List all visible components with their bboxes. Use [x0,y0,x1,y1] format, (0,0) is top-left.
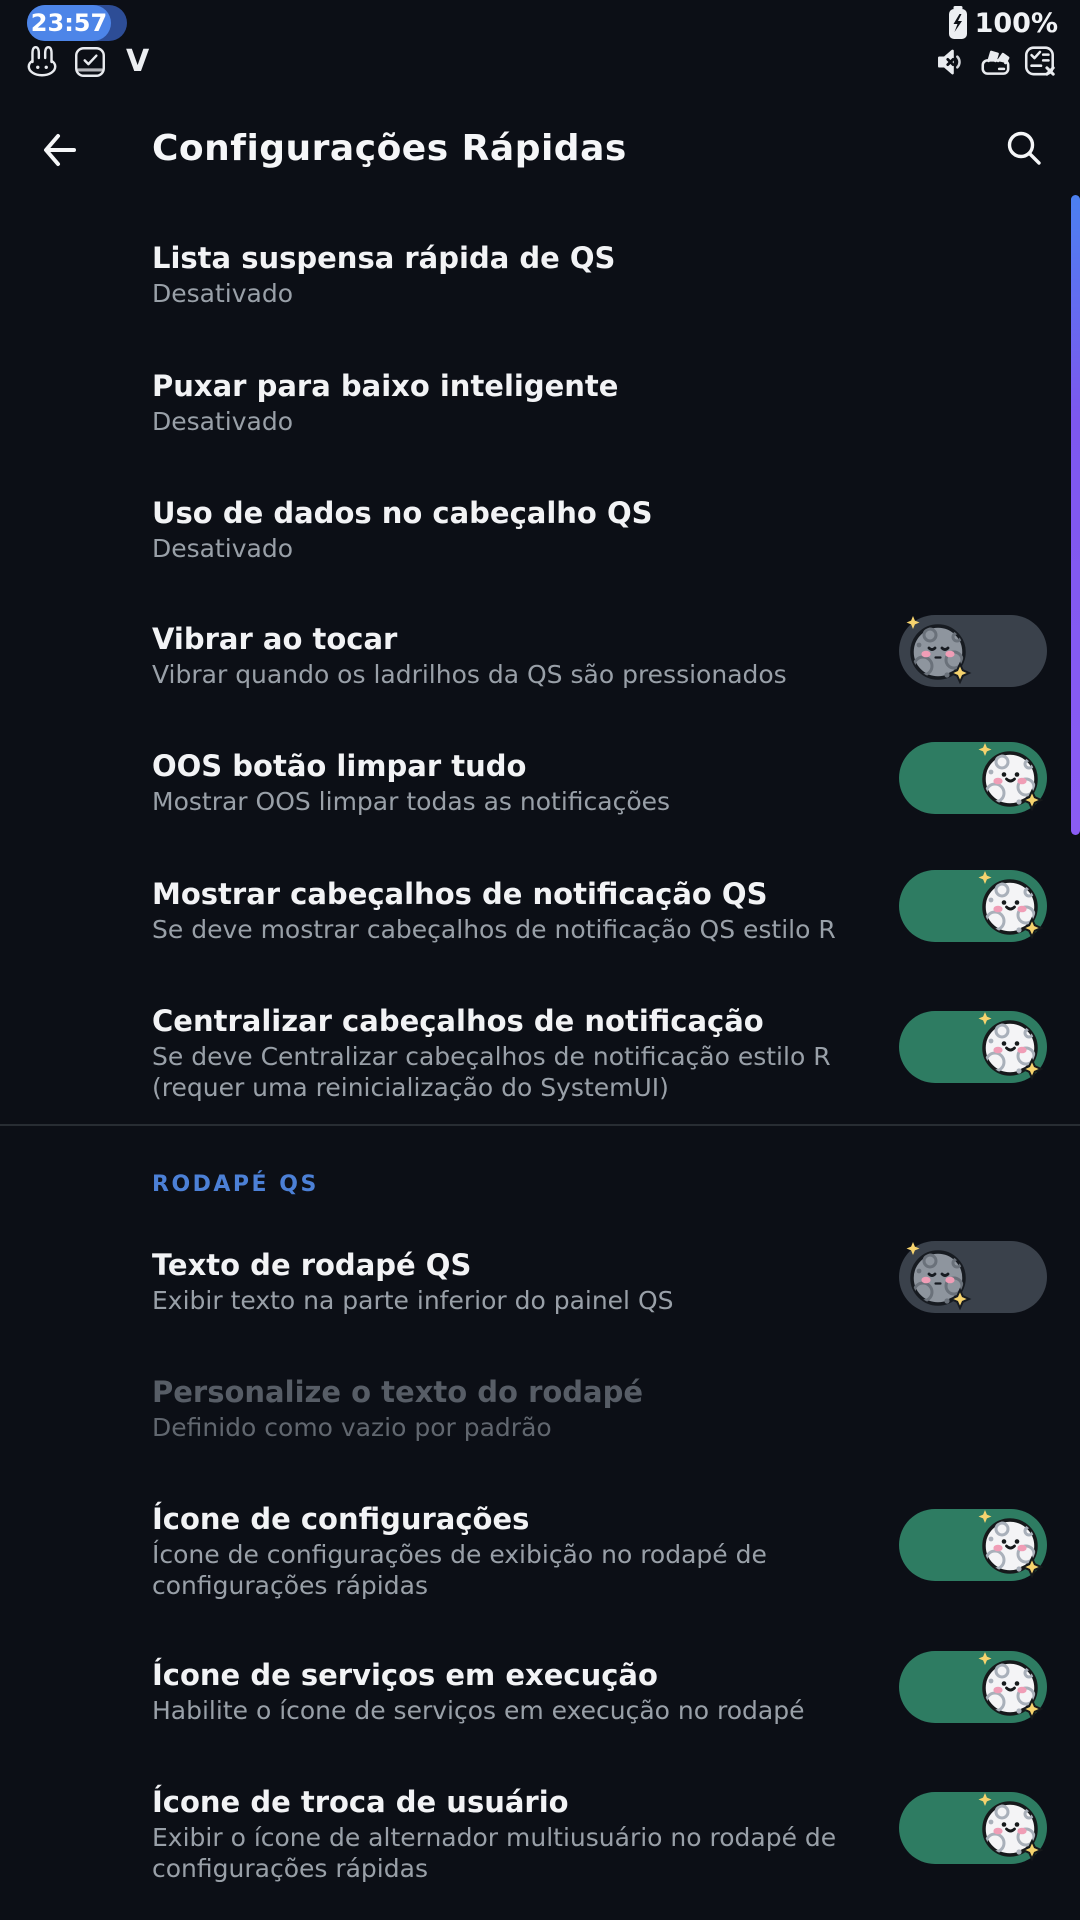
settings-item-oos-clear-all[interactable] [152,750,1080,817]
item-title: OOS botão limpar tudo [152,749,527,783]
toggle-switch[interactable] [899,1241,1047,1313]
settings-item-qs-footer-text[interactable] [152,1249,1080,1316]
volume-muted-icon [934,44,970,80]
item-subtitle: Ícone de configurações de exibição no rodapé de configurações rápidas [152,1540,767,1600]
letter-v-icon: V [126,44,150,79]
wallet-tickets-icon [978,44,1014,80]
status-time-pill[interactable] [27,5,111,41]
page-title: Configurações Rápidas [152,128,627,169]
settings-item-qs-header-data-usage[interactable] [152,497,1080,564]
toggle-switch[interactable] [899,1651,1047,1723]
back-arrow-icon[interactable] [38,128,82,172]
battery-status [945,4,1058,42]
search-icon[interactable] [1002,126,1046,170]
item-subtitle: Definido como vazio por padrão [152,1413,552,1442]
item-title: Lista suspensa rápida de QS [152,241,616,275]
item-subtitle: Desativado [152,279,294,308]
settings-item-center-notification-headers[interactable] [152,1005,1080,1103]
toggle-switch[interactable] [899,1011,1047,1083]
item-title: Mostrar cabeçalhos de notificação QS [152,877,768,911]
settings-item-vibrate-on-touch[interactable] [152,623,1080,690]
item-title: Personalize o texto do rodapé [152,1375,644,1409]
item-subtitle: Desativado [152,534,294,563]
moon-thumb-icon [973,742,1045,814]
settings-item-qs-notification-headers[interactable] [152,878,1080,945]
battery-percent: 100% [974,7,1058,39]
notification-icons [24,44,149,80]
item-subtitle: Se deve mostrar cabeçalhos de notificação QS estilo R [152,915,836,944]
note-check-icon [72,44,108,80]
moon-thumb-icon [901,615,973,687]
moon-thumb-icon [973,870,1045,942]
moon-thumb-icon [973,1792,1045,1864]
item-title: Texto de rodapé QS [152,1248,472,1282]
settings-item-user-switcher-icon[interactable] [152,1786,1080,1884]
settings-item-smart-pulldown[interactable] [152,370,1080,437]
toggle-switch[interactable] [899,1509,1047,1581]
clock-text: 23:57 [30,9,108,37]
section-divider [0,1124,1080,1126]
settings-item-running-services-icon[interactable] [152,1659,1080,1726]
toggle-switch[interactable] [899,870,1047,942]
item-title: Centralizar cabeçalhos de notificação [152,1004,764,1038]
status-icons [934,44,1058,80]
section-header-qs-footer: RODAPÉ QS [152,1172,319,1197]
item-subtitle: Desativado [152,407,294,436]
item-subtitle: Exibir o ícone de alternador multiusuário no rodapé de configurações rápidas [152,1823,837,1883]
item-title: Uso de dados no cabeçalho QS [152,496,653,530]
item-subtitle: Habilite o ícone de serviços em execução no rodapé [152,1696,805,1725]
settings-item-settings-icon[interactable] [152,1503,1080,1601]
item-title: Puxar para baixo inteligente [152,369,619,403]
moon-thumb-icon [973,1509,1045,1581]
moon-thumb-icon [973,1011,1045,1083]
item-subtitle: Exibir texto na parte inferior do painel QS [152,1286,674,1315]
moon-thumb-icon [973,1651,1045,1723]
toggle-switch[interactable] [899,742,1047,814]
item-title: Vibrar ao tocar [152,622,398,656]
toggle-switch[interactable] [899,1792,1047,1864]
bunny-icon [24,44,60,80]
settings-item-qs-quick-pulldown[interactable] [152,242,1080,309]
item-subtitle: Vibrar quando os ladrilhos da QS são pressionados [152,660,787,689]
toggle-switch[interactable] [899,615,1047,687]
item-title: Ícone de serviços em execução [152,1658,658,1692]
item-subtitle: Mostrar OOS limpar todas as notificações [152,787,671,816]
item-subtitle: Se deve Centralizar cabeçalhos de notificação estilo R (requer uma reinicialização do SystemUI) [152,1042,831,1102]
checklist-x-icon [1022,44,1058,80]
battery-charging-icon [945,4,971,42]
moon-thumb-icon [901,1241,973,1313]
settings-item-customize-footer-text [152,1376,1080,1443]
item-title: Ícone de configurações [152,1502,530,1536]
item-title: Ícone de troca de usuário [152,1785,569,1819]
